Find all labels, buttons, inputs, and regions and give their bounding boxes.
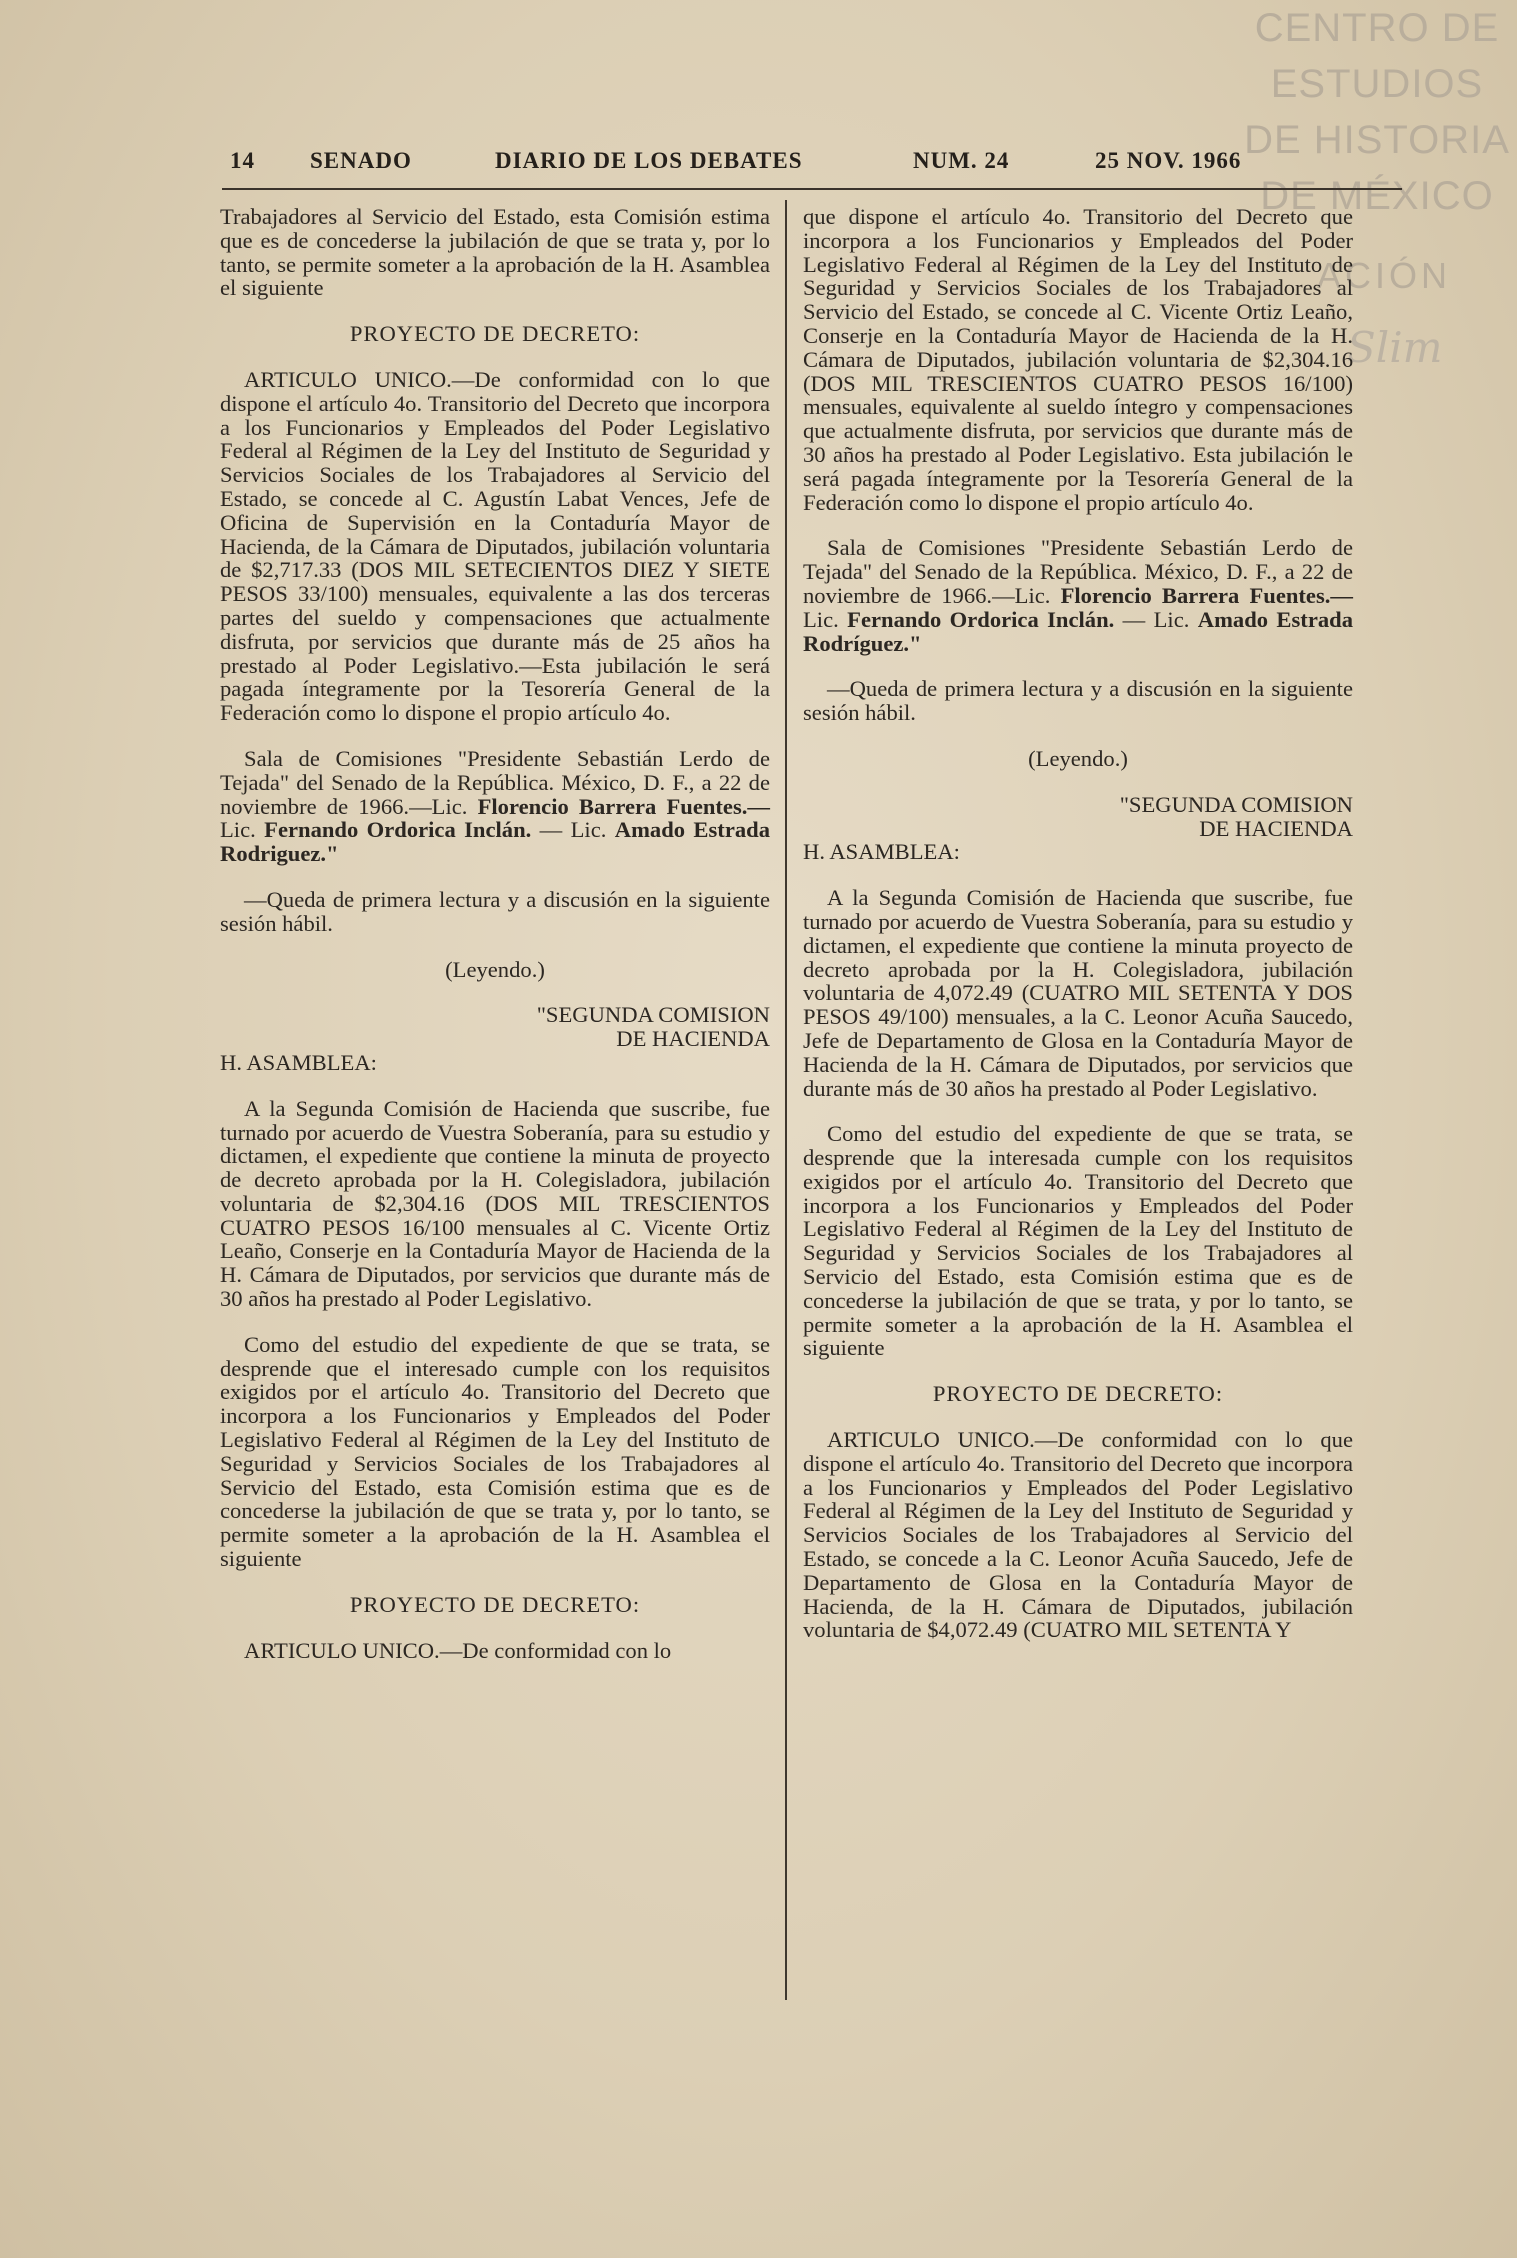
signer-name: Amado Estrada Rodriguez." <box>220 817 771 867</box>
commission-title: "SEGUNDA COMISION <box>1119 791 1353 817</box>
page-number: 14 <box>230 148 255 173</box>
page-header <box>225 148 1500 190</box>
address-heading: H. ASAMBLEA: <box>220 1049 377 1075</box>
issue-date: 25 NOV. 1966 <box>1095 148 1242 173</box>
section-name: SENADO <box>310 148 412 173</box>
signer-name: Florencio Barrera Fuentes.— <box>477 793 770 819</box>
commission-title: "SEGUNDA COMISION <box>536 1002 770 1028</box>
signer-name: Fernando Ordorica Inclán. <box>264 817 532 843</box>
signer-name: Florencio Barrera Fuentes.— <box>1060 582 1353 608</box>
article-paragraph: que dispone el artículo 4o. Transitorio del Decreto que incorpora a los Funcionarios y Empleados del Poder Legislativo Federal al Régimen de la Ley del Instituto de Seguridad y Servicios Sociales de los Trabajadores al Servicio del Estado, se concede al C. Vicente Ortiz Leaño, Conserje en la Contaduría Mayor de Hacienda de la H. Cámara de Diputados, jubilación voluntaria de $2,304.16 (DOS MIL TRESCIENTOS CUATRO PESOS 16/100) mensuales, equivalente al sueldo íntegro y compensaciones que actualmente disfruta, por servicios que durante más de 30 años ha prestado al Poder Legislativo. Esta jubilación le será pagada íntegramente por la Tesorería General de la Federación como lo dispone el propio artículo 4o. <box>803 204 1353 515</box>
decree-heading: PROYECTO DE DECRETO: <box>932 1381 1224 1407</box>
watermark-signature: Slim <box>1347 323 1443 372</box>
signature-paragraph <box>220 747 770 866</box>
watermark-line: DE MÉXICO <box>1260 174 1494 218</box>
signer-name: Fernando Ordorica Inclán. <box>847 606 1115 632</box>
signature-text: Lic. <box>220 817 256 843</box>
column-divider <box>785 200 787 2000</box>
watermark-line: CENTRO DE <box>1254 6 1500 50</box>
watermark-line: DE HISTORIA <box>1244 118 1510 162</box>
address-heading: H. ASAMBLEA: <box>803 839 960 865</box>
watermark-line: ESTUDIOS <box>1270 62 1484 106</box>
watermark-sub: ACIÓN <box>1317 255 1452 296</box>
paragraph: A la Segunda Comisión de Hacienda que suscribe, fue turnado por acuerdo de Vuestra Soberanía, para su estudio y dictamen, el expediente que contiene la minuta proyecto de decreto aprobada por la H. Colegisladora, jubilación voluntaria de 4,072.49 (CUATRO MIL SETENTA Y DOS PESOS 49/100) mensuales, a la C. Leonor Acuña Saucedo, Jefe de Departamento de Glosa en la Contaduría Mayor de Hacienda de la H. Cámara de Diputados, por servicios que durante más de 30 años ha prestado al Poder Legislativo. <box>803 885 1353 1101</box>
signature-text: — Lic. <box>531 817 607 843</box>
right-column <box>803 205 1353 1642</box>
header-rule <box>222 188 1402 190</box>
article-paragraph: ARTICULO UNICO.—De conformidad con lo que dispone el artículo 4o. Transitorio del Decreto que incorpora a los Funcionarios y Empleados del Poder Legislativo Federal al Régimen de la Ley del Instituto de Seguridad y Servicios Sociales de los Trabajadores al Servicio del Estado, se concede a la C. Leonor Acuña Saucedo, Jefe de Departamento de Glosa en la Contaduría Mayor de Hacienda, de la H. Cámara de Diputados, jubilación voluntaria de $4,072.49 (CUATRO MIL SETENTA Y <box>803 1427 1353 1643</box>
decree-heading: PROYECTO DE DECRETO: <box>349 1591 641 1617</box>
decree-heading: PROYECTO DE DECRETO: <box>349 321 641 347</box>
signature-text: Sala de Comisiones "Presidente Sebastián Lerdo de Tejada" del Senado de la República. México, D. F., a 22 de noviembre de 1966.—Lic. <box>803 535 1353 608</box>
publication-title: DIARIO DE LOS DEBATES <box>495 148 803 173</box>
article-paragraph: ARTICULO UNICO.—De conformidad con lo <box>244 1637 672 1663</box>
paragraph: Como del estudio del expediente de que se trata, se desprende que la interesada cumple con los requisitos exigidos por el artículo 4o. Transitorio del Decreto que incorpora a los Funcionarios y Empleados del Poder Legislativo Federal al Régimen de la Ley del Instituto de Seguridad y Servicios Sociales de los Trabajadores al Servicio del Estado, esta Comisión estima que es de concederse la jubilación de que se trata, y por lo tanto, se permite someter a la aprobación de la H. Asamblea el siguiente <box>803 1121 1353 1361</box>
commission-title: DE HACIENDA <box>1199 815 1353 841</box>
commission-title: DE HACIENDA <box>616 1026 770 1052</box>
reading-note: (Leyendo.) <box>445 956 545 982</box>
reading-note: (Leyendo.) <box>1028 745 1128 771</box>
signature-text: Lic. <box>803 606 839 632</box>
issue-number: NUM. 24 <box>913 148 1010 173</box>
signature-text: — Lic. <box>1114 606 1190 632</box>
left-column <box>220 205 770 1662</box>
paragraph: —Queda de primera lectura y a discusión en la siguiente sesión hábil. <box>803 676 1353 726</box>
paragraph: Trabajadores al Servicio del Estado, esta Comisión estima que es de concederse la jubilación de que se trata y, por lo tanto, se permite someter a la aprobación de la H. Asamblea el siguiente <box>220 204 770 301</box>
paragraph: A la Segunda Comisión de Hacienda que suscribe, fue turnado por acuerdo de Vuestra Soberanía, para su estudio y dictamen, el expediente que contiene la minuta de proyecto de decreto aprobada por la H. Colegisladora, jubilación voluntaria de $2,304.16 (DOS MIL TRESCIENTOS CUATRO PESOS 16/100 mensuales al C. Vicente Ortiz Leaño, Conserje en la Contaduría Mayor de Hacienda de la H. Cámara de Diputados, por servicios que durante más de 30 años ha prestado al Poder Legislativo. <box>220 1095 770 1312</box>
paragraph: Como del estudio del expediente de que se trata, se desprende que el interesado cumple con los requisitos exigidos por el artículo 4o. Transitorio del Decreto que incorpora a los Funcionarios y Empleados del Poder Legislativo Federal al Régimen de la Ley del Instituto de Seguridad y Servicios Sociales de los Trabajadores al Servicio del Estado, esta Comisión estima que es de concederse la jubilación de que se trata y, por lo tanto, se permite someter a la aprobación de la H. Asamblea el siguiente <box>220 1331 770 1572</box>
paragraph: —Queda de primera lectura y a discusión en la siguiente sesión hábil. <box>220 886 770 936</box>
signature-text: Sala de Comisiones "Presidente Sebastián Lerdo de Tejada" del Senado de la República. México, D. F., a 22 de noviembre de 1966.—Lic. <box>220 745 770 819</box>
signer-name: Amado Estrada Rodríguez." <box>803 606 1354 656</box>
article-paragraph: ARTICULO UNICO.—De conformidad con lo que dispone el artículo 4o. Transitorio del Decreto que incorpora a los Funcionarios y Empleados del Poder Legislativo Federal al Régimen de la Ley del Instituto de Seguridad y Servicios Sociales de los Trabajadores al Servicio del Estado, se concede al C. Agustín Labat Vences, Jefe de Oficina de Supervisión en la Contaduría Mayor de Hacienda, de la Cámara de Diputados, jubilación voluntaria de $2,717.33 (DOS MIL SETECIENTOS DIEZ Y SIETE PESOS 33/100) mensuales, equivalente a las dos terceras partes del sueldo y compensaciones que actualmente disfruta, por servicios que durante más de 25 años ha prestado al Poder Legislativo.—Esta jubilación le será pagada íntegramente por la Tesorería General de la Federación como lo dispone el propio artículo 4o. <box>220 366 770 726</box>
signature-paragraph <box>803 536 1353 655</box>
